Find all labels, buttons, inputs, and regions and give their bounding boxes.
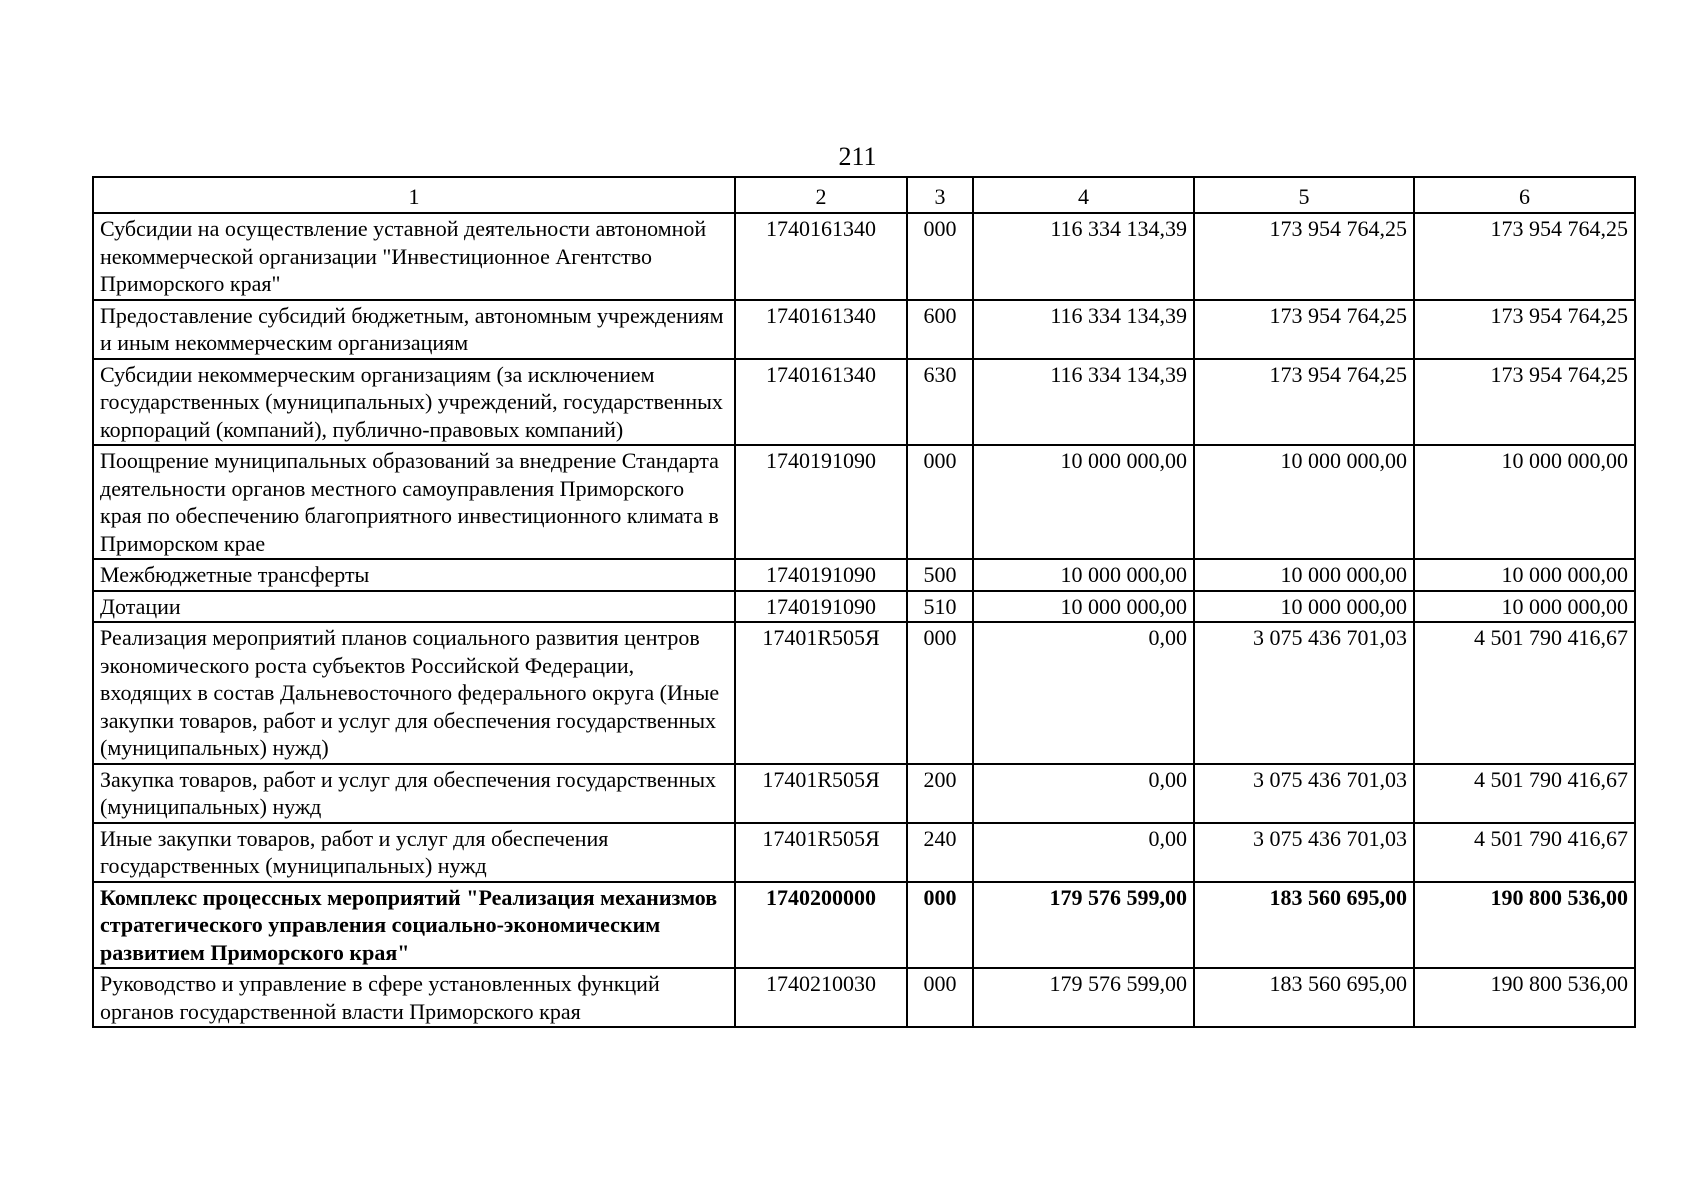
column-header-2: 2 (735, 177, 907, 213)
row-amount-4: 10 000 000,00 (973, 445, 1194, 559)
table-body (93, 213, 1635, 1027)
row-amount-6: 4 501 790 416,67 (1414, 622, 1635, 764)
table-row (93, 882, 1635, 969)
row-name: Иные закупки товаров, работ и услуг для обеспечения государственных (муниципальных) нужд (93, 823, 735, 882)
row-code: 1740161340 (735, 213, 907, 300)
column-header-3: 3 (907, 177, 973, 213)
row-code: 17401R505Я (735, 622, 907, 764)
column-header-6: 6 (1414, 177, 1635, 213)
row-amount-5: 183 560 695,00 (1194, 882, 1414, 969)
row-expense-type: 630 (907, 359, 973, 446)
column-header-1: 1 (93, 177, 735, 213)
row-name: Субсидии некоммерческим организациям (за исключением государственных (муниципальных) учреждений, государственных корпораций (компаний), публично-правовых компаний) (93, 359, 735, 446)
row-amount-4: 10 000 000,00 (973, 559, 1194, 591)
table-row (93, 764, 1635, 823)
table-row (93, 823, 1635, 882)
row-amount-6: 173 954 764,25 (1414, 300, 1635, 359)
row-expense-type: 000 (907, 968, 973, 1027)
row-amount-4: 0,00 (973, 622, 1194, 764)
row-amount-5: 3 075 436 701,03 (1194, 823, 1414, 882)
row-amount-6: 190 800 536,00 (1414, 968, 1635, 1027)
table-row (93, 622, 1635, 764)
row-name: Предоставление субсидий бюджетным, автономным учреждениям и иным некоммерческим организациям (93, 300, 735, 359)
row-expense-type: 500 (907, 559, 973, 591)
table-header-row (93, 177, 1635, 213)
page-number: 211 (838, 142, 877, 171)
row-amount-6: 4 501 790 416,67 (1414, 823, 1635, 882)
column-header-5: 5 (1194, 177, 1414, 213)
table-row (93, 359, 1635, 446)
table-row (93, 213, 1635, 300)
row-name: Закупка товаров, работ и услуг для обеспечения государственных (муниципальных) нужд (93, 764, 735, 823)
row-amount-6: 173 954 764,25 (1414, 359, 1635, 446)
row-amount-4: 116 334 134,39 (973, 359, 1194, 446)
row-name: Реализация мероприятий планов социального развития центров экономического роста субъектов Российской Федерации, входящих в состав Дальневосточного федерального округа (Иные закупки товаров, работ и услуг для обеспечения государственных (муниципальных) нужд) (93, 622, 735, 764)
row-name: Межбюджетные трансферты (93, 559, 735, 591)
row-code: 1740161340 (735, 300, 907, 359)
row-expense-type: 000 (907, 445, 973, 559)
row-name: Дотации (93, 591, 735, 623)
row-amount-4: 10 000 000,00 (973, 591, 1194, 623)
row-amount-4: 0,00 (973, 823, 1194, 882)
row-amount-6: 10 000 000,00 (1414, 559, 1635, 591)
row-expense-type: 240 (907, 823, 973, 882)
row-amount-5: 173 954 764,25 (1194, 359, 1414, 446)
table-row (93, 559, 1635, 591)
table-row (93, 968, 1635, 1027)
row-expense-type: 600 (907, 300, 973, 359)
row-code: 17401R505Я (735, 823, 907, 882)
row-name: Руководство и управление в сфере установленных функций органов государственной власти Приморского края (93, 968, 735, 1027)
row-expense-type: 510 (907, 591, 973, 623)
row-code: 17401R505Я (735, 764, 907, 823)
row-amount-4: 116 334 134,39 (973, 300, 1194, 359)
row-expense-type: 000 (907, 882, 973, 969)
row-amount-5: 3 075 436 701,03 (1194, 764, 1414, 823)
row-amount-4: 179 576 599,00 (973, 882, 1194, 969)
row-amount-5: 10 000 000,00 (1194, 445, 1414, 559)
budget-table (92, 176, 1636, 1028)
row-amount-6: 173 954 764,25 (1414, 213, 1635, 300)
row-amount-6: 4 501 790 416,67 (1414, 764, 1635, 823)
row-amount-6: 10 000 000,00 (1414, 591, 1635, 623)
row-amount-5: 173 954 764,25 (1194, 300, 1414, 359)
table-row (93, 591, 1635, 623)
row-code: 1740210030 (735, 968, 907, 1027)
row-code: 1740161340 (735, 359, 907, 446)
row-amount-5: 10 000 000,00 (1194, 591, 1414, 623)
row-code: 1740191090 (735, 591, 907, 623)
row-name: Субсидии на осуществление уставной деятельности автономной некоммерческой организации "Инвестиционное Агентство Приморского края" (93, 213, 735, 300)
row-amount-5: 10 000 000,00 (1194, 559, 1414, 591)
row-amount-5: 183 560 695,00 (1194, 968, 1414, 1027)
row-name: Комплекс процессных мероприятий "Реализация механизмов стратегического управления социально-экономическим развитием Приморского края" (93, 882, 735, 969)
column-header-4: 4 (973, 177, 1194, 213)
row-expense-type: 000 (907, 213, 973, 300)
row-code: 1740200000 (735, 882, 907, 969)
row-name: Поощрение муниципальных образований за внедрение Стандарта деятельности органов местного самоуправления Приморского края по обеспечению благоприятного инвестиционного климата в Приморском крае (93, 445, 735, 559)
row-expense-type: 200 (907, 764, 973, 823)
row-amount-4: 179 576 599,00 (973, 968, 1194, 1027)
row-amount-5: 173 954 764,25 (1194, 213, 1414, 300)
row-amount-6: 190 800 536,00 (1414, 882, 1635, 969)
row-amount-4: 116 334 134,39 (973, 213, 1194, 300)
row-expense-type: 000 (907, 622, 973, 764)
row-amount-5: 3 075 436 701,03 (1194, 622, 1414, 764)
row-code: 1740191090 (735, 445, 907, 559)
table-row (93, 300, 1635, 359)
row-amount-6: 10 000 000,00 (1414, 445, 1635, 559)
table-row (93, 445, 1635, 559)
row-code: 1740191090 (735, 559, 907, 591)
row-amount-4: 0,00 (973, 764, 1194, 823)
